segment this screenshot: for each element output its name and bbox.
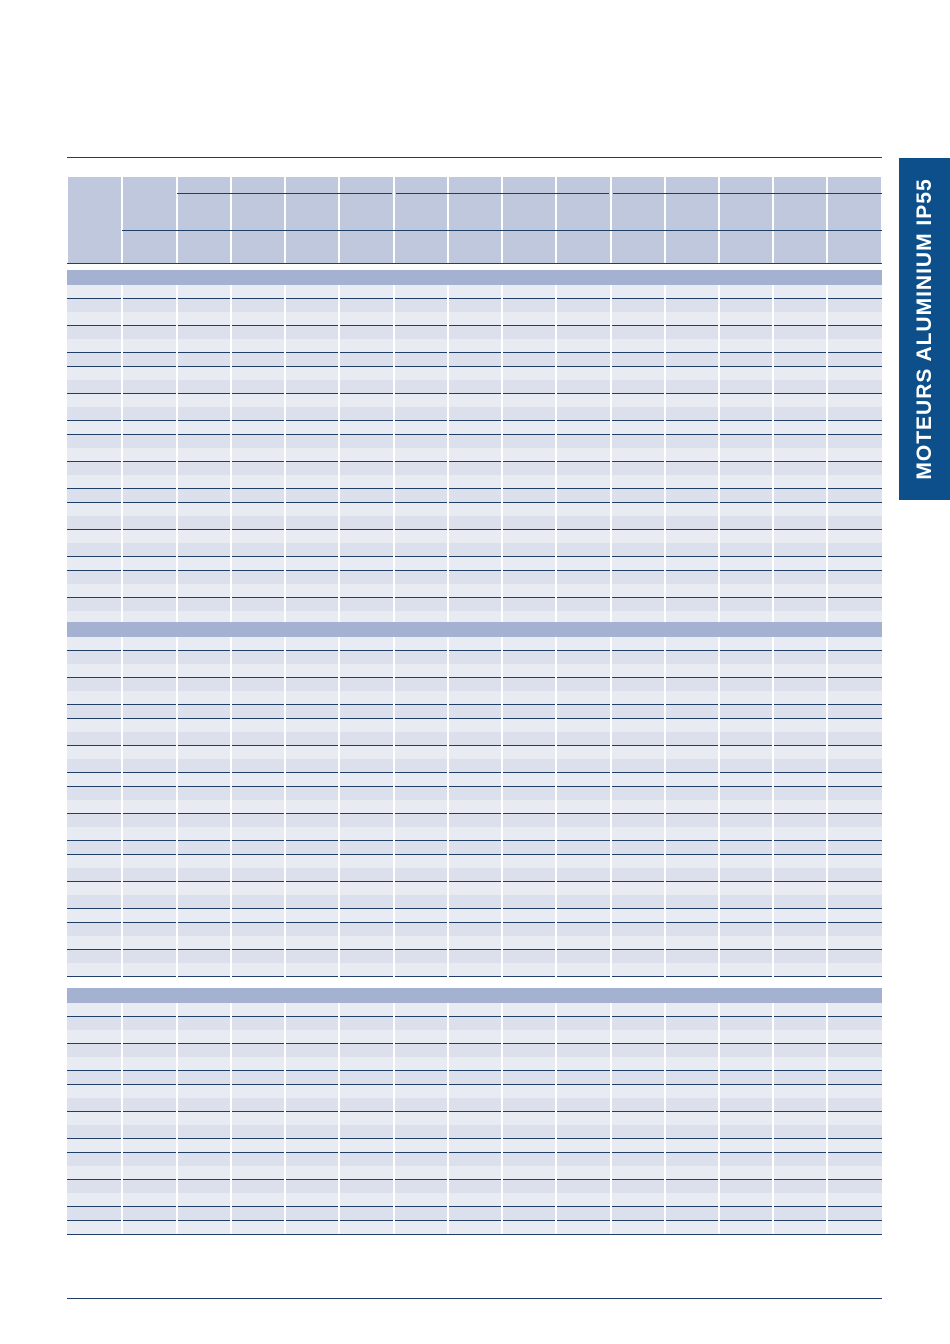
table-row (67, 1071, 882, 1084)
table-row (67, 394, 882, 407)
column-divider (230, 1003, 232, 1234)
table-row (67, 923, 882, 936)
table-row (67, 530, 882, 543)
table-row (67, 285, 882, 298)
column-divider (772, 1003, 774, 1234)
table-row (67, 326, 882, 339)
column-divider (284, 1003, 286, 1234)
table-row (67, 489, 882, 502)
column-divider (447, 285, 449, 625)
column-divider (230, 637, 232, 977)
table-row (67, 299, 882, 312)
header-cell (557, 177, 610, 264)
column-divider (338, 637, 340, 977)
table-row (67, 895, 882, 908)
table-row (67, 664, 882, 677)
table-row (67, 732, 882, 745)
column-divider (338, 1003, 340, 1234)
header-cell (828, 177, 881, 264)
table-row (67, 719, 882, 732)
header-cell (123, 177, 176, 264)
column-divider (393, 637, 395, 977)
column-divider (555, 285, 557, 625)
table-row (67, 475, 882, 488)
table-row (67, 963, 882, 976)
header-rule (122, 230, 882, 231)
table-row (67, 800, 882, 813)
table-row (67, 1098, 882, 1111)
table-row (67, 759, 882, 772)
column-divider (176, 1003, 178, 1234)
column-divider (176, 285, 178, 625)
table-row (67, 1003, 882, 1016)
column-divider (501, 637, 503, 977)
table-row (67, 367, 882, 380)
table-row (67, 312, 882, 325)
section-side-tab (899, 158, 950, 500)
table-row (67, 705, 882, 718)
column-divider (393, 285, 395, 625)
header-rule (396, 193, 609, 194)
column-divider (393, 1003, 395, 1234)
table-row (67, 598, 882, 611)
header-cell (232, 177, 284, 264)
table-row (67, 571, 882, 584)
table-row (67, 787, 882, 800)
header-cell (774, 177, 826, 264)
table-row (67, 678, 882, 691)
table-row (67, 407, 882, 420)
header-rule (613, 193, 882, 194)
table-row (67, 339, 882, 352)
header-cell (666, 177, 718, 264)
column-divider (284, 285, 286, 625)
column-divider (501, 285, 503, 625)
table-row (67, 543, 882, 556)
table-row (67, 1030, 882, 1043)
table-row (67, 1153, 882, 1166)
table-row (67, 1193, 882, 1206)
table-row (67, 1085, 882, 1098)
table-row (67, 584, 882, 597)
table-row (67, 814, 882, 827)
column-divider (664, 285, 666, 625)
column-divider (555, 637, 557, 977)
group-header-bar (67, 270, 882, 285)
column-divider (121, 285, 123, 625)
table-row (67, 691, 882, 704)
header-cell (612, 177, 664, 264)
table-row (67, 868, 882, 881)
column-divider (826, 285, 828, 625)
table-row (67, 855, 882, 868)
table-row (67, 936, 882, 949)
header-cell (340, 177, 393, 264)
column-divider (664, 637, 666, 977)
table-row (67, 353, 882, 366)
column-divider (718, 285, 720, 625)
column-divider (176, 637, 178, 977)
table-row (67, 1057, 882, 1070)
header-cell (449, 177, 501, 264)
table-row (67, 1166, 882, 1179)
group-header-bar (67, 988, 882, 1003)
table-row (67, 1044, 882, 1057)
table-row (67, 1180, 882, 1193)
table-row (67, 516, 882, 529)
header-rule (67, 263, 882, 264)
column-divider (826, 1003, 828, 1234)
table-row (67, 827, 882, 840)
table-row (67, 1139, 882, 1152)
table-row (67, 909, 882, 922)
column-divider (718, 637, 720, 977)
bottom-rule (67, 1298, 882, 1299)
column-divider (718, 1003, 720, 1234)
table-row (67, 950, 882, 963)
top-rule (67, 157, 882, 158)
header-cell (68, 177, 121, 264)
row-rule (67, 976, 882, 977)
table-row (67, 637, 882, 650)
header-cell (720, 177, 772, 264)
section-side-tab-label: MOTEURS ALUMINIUM IP55 (912, 178, 936, 480)
column-divider (664, 1003, 666, 1234)
row-rule (67, 1234, 882, 1235)
table-row (67, 841, 882, 854)
column-divider (121, 637, 123, 977)
table-row (67, 1221, 882, 1234)
header-cell (286, 177, 338, 264)
table-row (67, 1017, 882, 1030)
table-row (67, 882, 882, 895)
column-divider (501, 1003, 503, 1234)
column-divider (284, 637, 286, 977)
header-cell (503, 177, 555, 264)
table-row (67, 462, 882, 475)
column-divider (826, 637, 828, 977)
table-row (67, 1112, 882, 1125)
header-rule (177, 193, 392, 194)
column-divider (772, 637, 774, 977)
column-divider (610, 637, 612, 977)
table-row (67, 746, 882, 759)
column-divider (230, 285, 232, 625)
table-row (67, 557, 882, 570)
table-row (67, 773, 882, 786)
table-row (67, 448, 882, 461)
header-cell (178, 177, 230, 264)
table-row (67, 380, 882, 393)
table-row (67, 1207, 882, 1220)
table-row (67, 1125, 882, 1138)
table-row (67, 651, 882, 664)
column-divider (555, 1003, 557, 1234)
table-row (67, 421, 882, 434)
group-header-bar (67, 622, 882, 637)
column-divider (610, 285, 612, 625)
column-divider (447, 1003, 449, 1234)
column-divider (121, 1003, 123, 1234)
column-divider (447, 637, 449, 977)
table-row (67, 503, 882, 516)
column-divider (772, 285, 774, 625)
table-row (67, 435, 882, 448)
column-divider (338, 285, 340, 625)
header-cell (395, 177, 447, 264)
column-divider (610, 1003, 612, 1234)
